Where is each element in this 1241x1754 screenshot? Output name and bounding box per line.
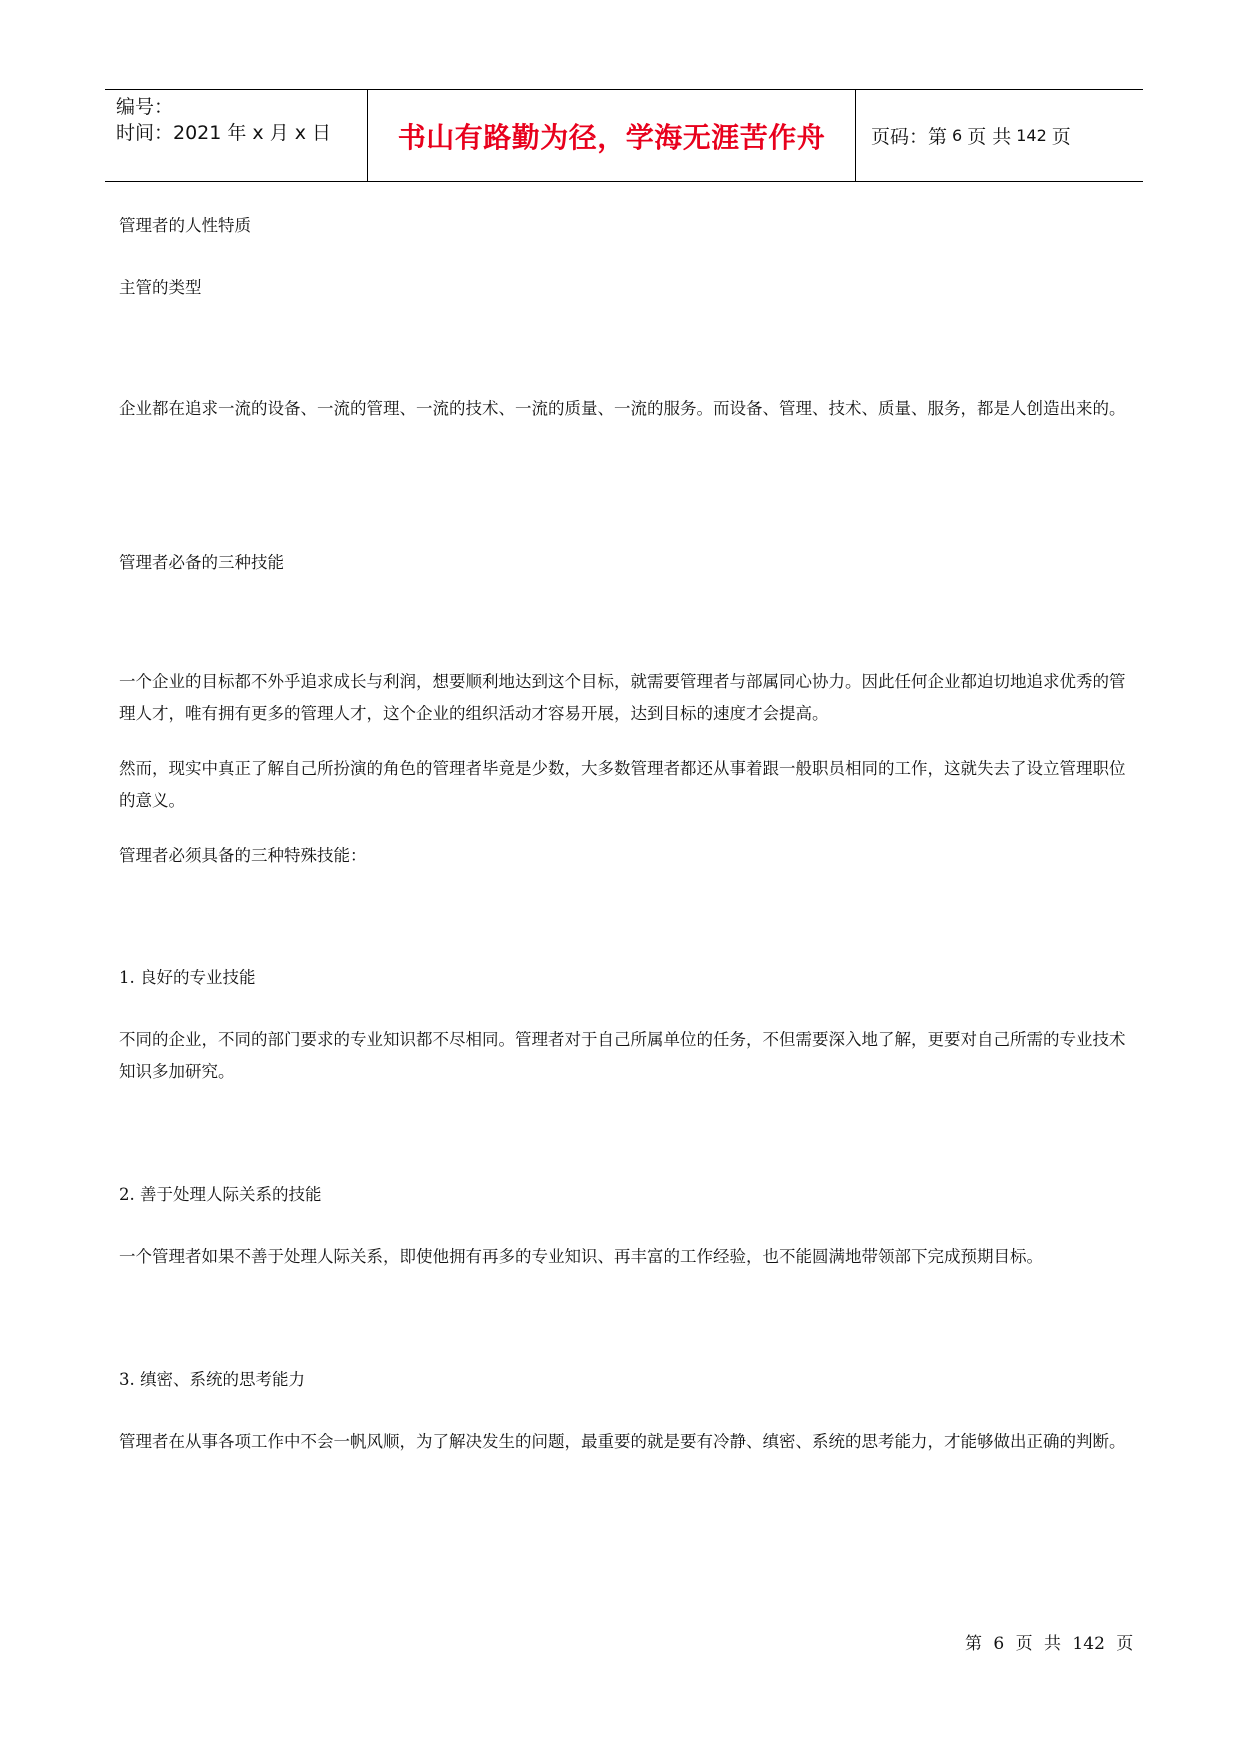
page-total: 142: [1016, 126, 1047, 145]
paragraph: 然而，现实中真正了解自己所扮演的角色的管理者毕竟是少数，大多数管理者都还从事着跟一般职员相同的工作，这就失去了设立管理职位的意义。: [119, 759, 1126, 810]
paragraph: 企业都在追求一流的设备、一流的管理、一流的技术、一流的质量、一流的服务。而设备、管理、技术、质量、服务，都是人创造出来的。: [119, 399, 1126, 418]
page-middle: 页 共: [967, 126, 1012, 148]
page-suffix: 页: [1051, 126, 1071, 148]
list-heading: 1. 良好的专业技能: [119, 968, 256, 987]
paragraph: 一个管理者如果不善于处理人际关系，即使他拥有再多的专业知识、再丰富的工作经验，也不能圆满地带领部下完成预期目标。: [119, 1247, 1043, 1266]
paragraph: 不同的企业，不同的部门要求的专业知识都不尽相同。管理者对于自己所属单位的任务，不但需要深入地了解，更要对自己所需的专业技术知识多加研究。: [119, 1030, 1126, 1081]
header-page-number: [856, 90, 1143, 181]
section-heading: 管理者的人性特质: [119, 216, 251, 235]
header-info-cell: [105, 90, 368, 181]
paragraph: 管理者必须具备的三种特殊技能：: [119, 846, 367, 865]
document-body: [119, 210, 1129, 1458]
page-current: 6: [952, 126, 963, 145]
date-label: 时间：2021 年 x 月 x 日: [116, 122, 332, 144]
header-motto: 书山有路勤为径，学海无涯苦作舟: [368, 90, 856, 181]
list-heading: 2. 善于处理人际关系的技能: [119, 1185, 322, 1204]
section-heading: 管理者必备的三种技能: [119, 553, 284, 572]
page-header: [105, 89, 1143, 182]
list-heading: 3. 缜密、系统的思考能力: [119, 1370, 305, 1389]
page-prefix: 页码：第: [871, 126, 948, 148]
paragraph: 管理者在从事各项工作中不会一帆风顺，为了解决发生的问题，最重要的就是要有冷静、缜密、系统的思考能力，才能够做出正确的判断。: [119, 1432, 1126, 1451]
section-heading: 主管的类型: [119, 278, 202, 297]
serial-number-label: 编号：: [116, 96, 174, 118]
page-footer: 第 6 页 共 142 页: [965, 1634, 1134, 1654]
paragraph: 一个企业的目标都不外乎追求成长与利润，想要顺利地达到这个目标，就需要管理者与部属同心协力。因此任何企业都迫切地追求优秀的管理人才，唯有拥有更多的管理人才，这个企业的组织活动才容易开展，达到目标的速度才会提高。: [119, 672, 1126, 723]
